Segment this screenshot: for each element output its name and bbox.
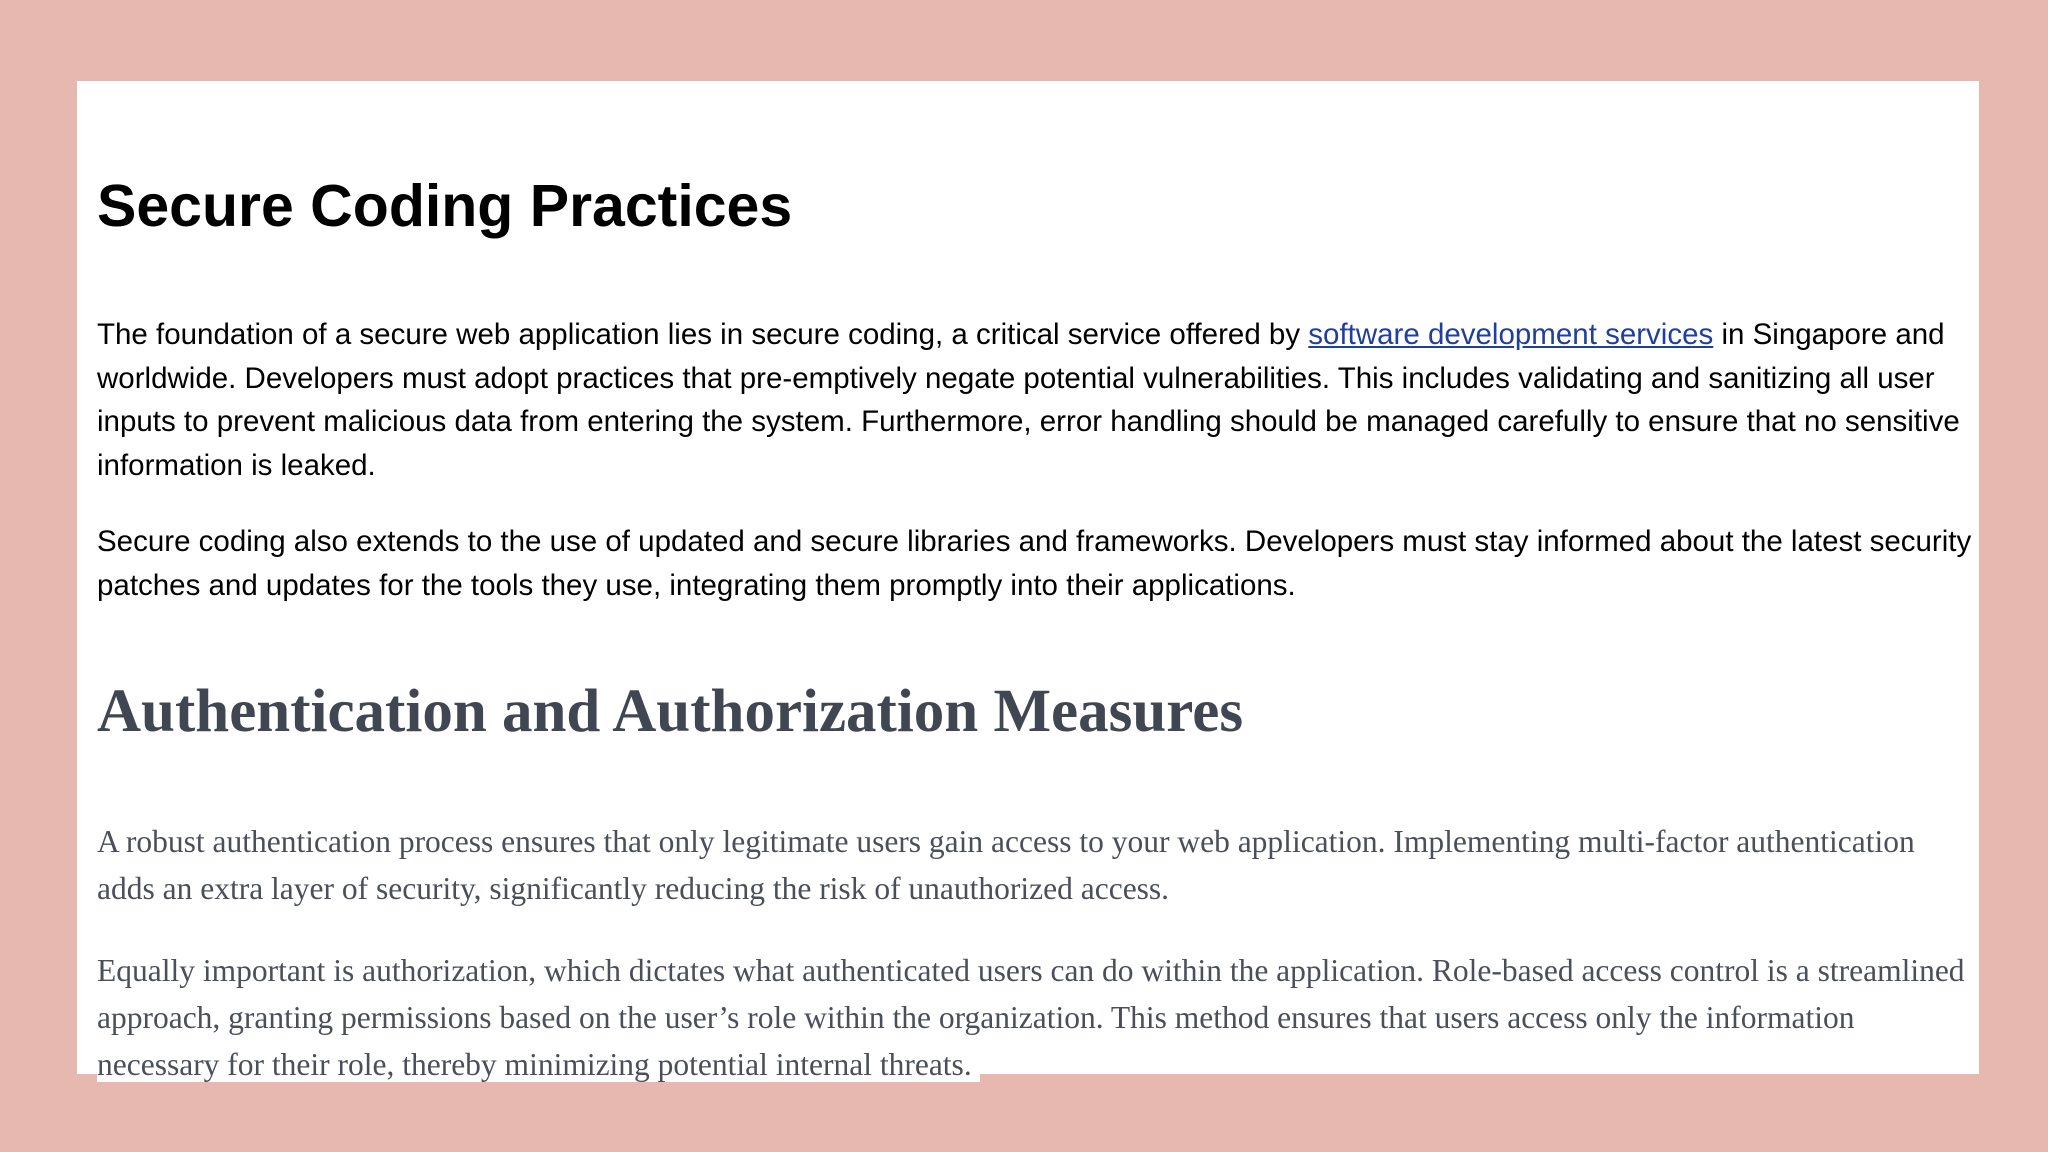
paragraph-text: The foundation of a secure web application lies in secure coding, a critical service offered by bbox=[97, 318, 1309, 351]
section-title-secure-coding: Secure Coding Practices bbox=[97, 173, 793, 239]
paragraph-text: Equally important is authorization, which dictates what authenticated users can do within the application. Role-based access control is a streamlined approach, granting permissions based on the user’s role within the organization. This method ensures that users access bbox=[97, 953, 1965, 1035]
section-title-authentication: Authentication and Authorization Measures bbox=[97, 678, 1244, 745]
paragraph-authorization-2 bbox=[97, 947, 1977, 1088]
paragraph-secure-coding-1 bbox=[97, 313, 1977, 487]
paragraph-last-line: only the information necessary for their role, thereby minimizing potential internal threats. bbox=[97, 1000, 1855, 1082]
software-development-services-link[interactable]: software development services bbox=[1308, 318, 1714, 351]
paragraph-authentication-1: A robust authentication process ensures that only legitimate users gain access to your web application. Implementing multi-factor authentication adds an extra layer of security, significantly reducing the risk of unauthorized access. bbox=[97, 824, 1915, 906]
paragraph-text: in Singapore and worldwide. Developers must adopt practices that pre-emptively negate potential vulnerabilities. This includes validating and sanitizing all user inputs to prevent malicious data from entering the system. Furthermore, error handling should be managed carefully to ensure that no sensitive information is leaked. bbox=[97, 318, 1960, 482]
paragraph-secure-coding-2: Secure coding also extends to the use of updated and secure libraries and frameworks. Developers must stay informed about the latest security patches and updates for the tools they use, integrating them promptly into their applications. bbox=[97, 525, 1972, 602]
